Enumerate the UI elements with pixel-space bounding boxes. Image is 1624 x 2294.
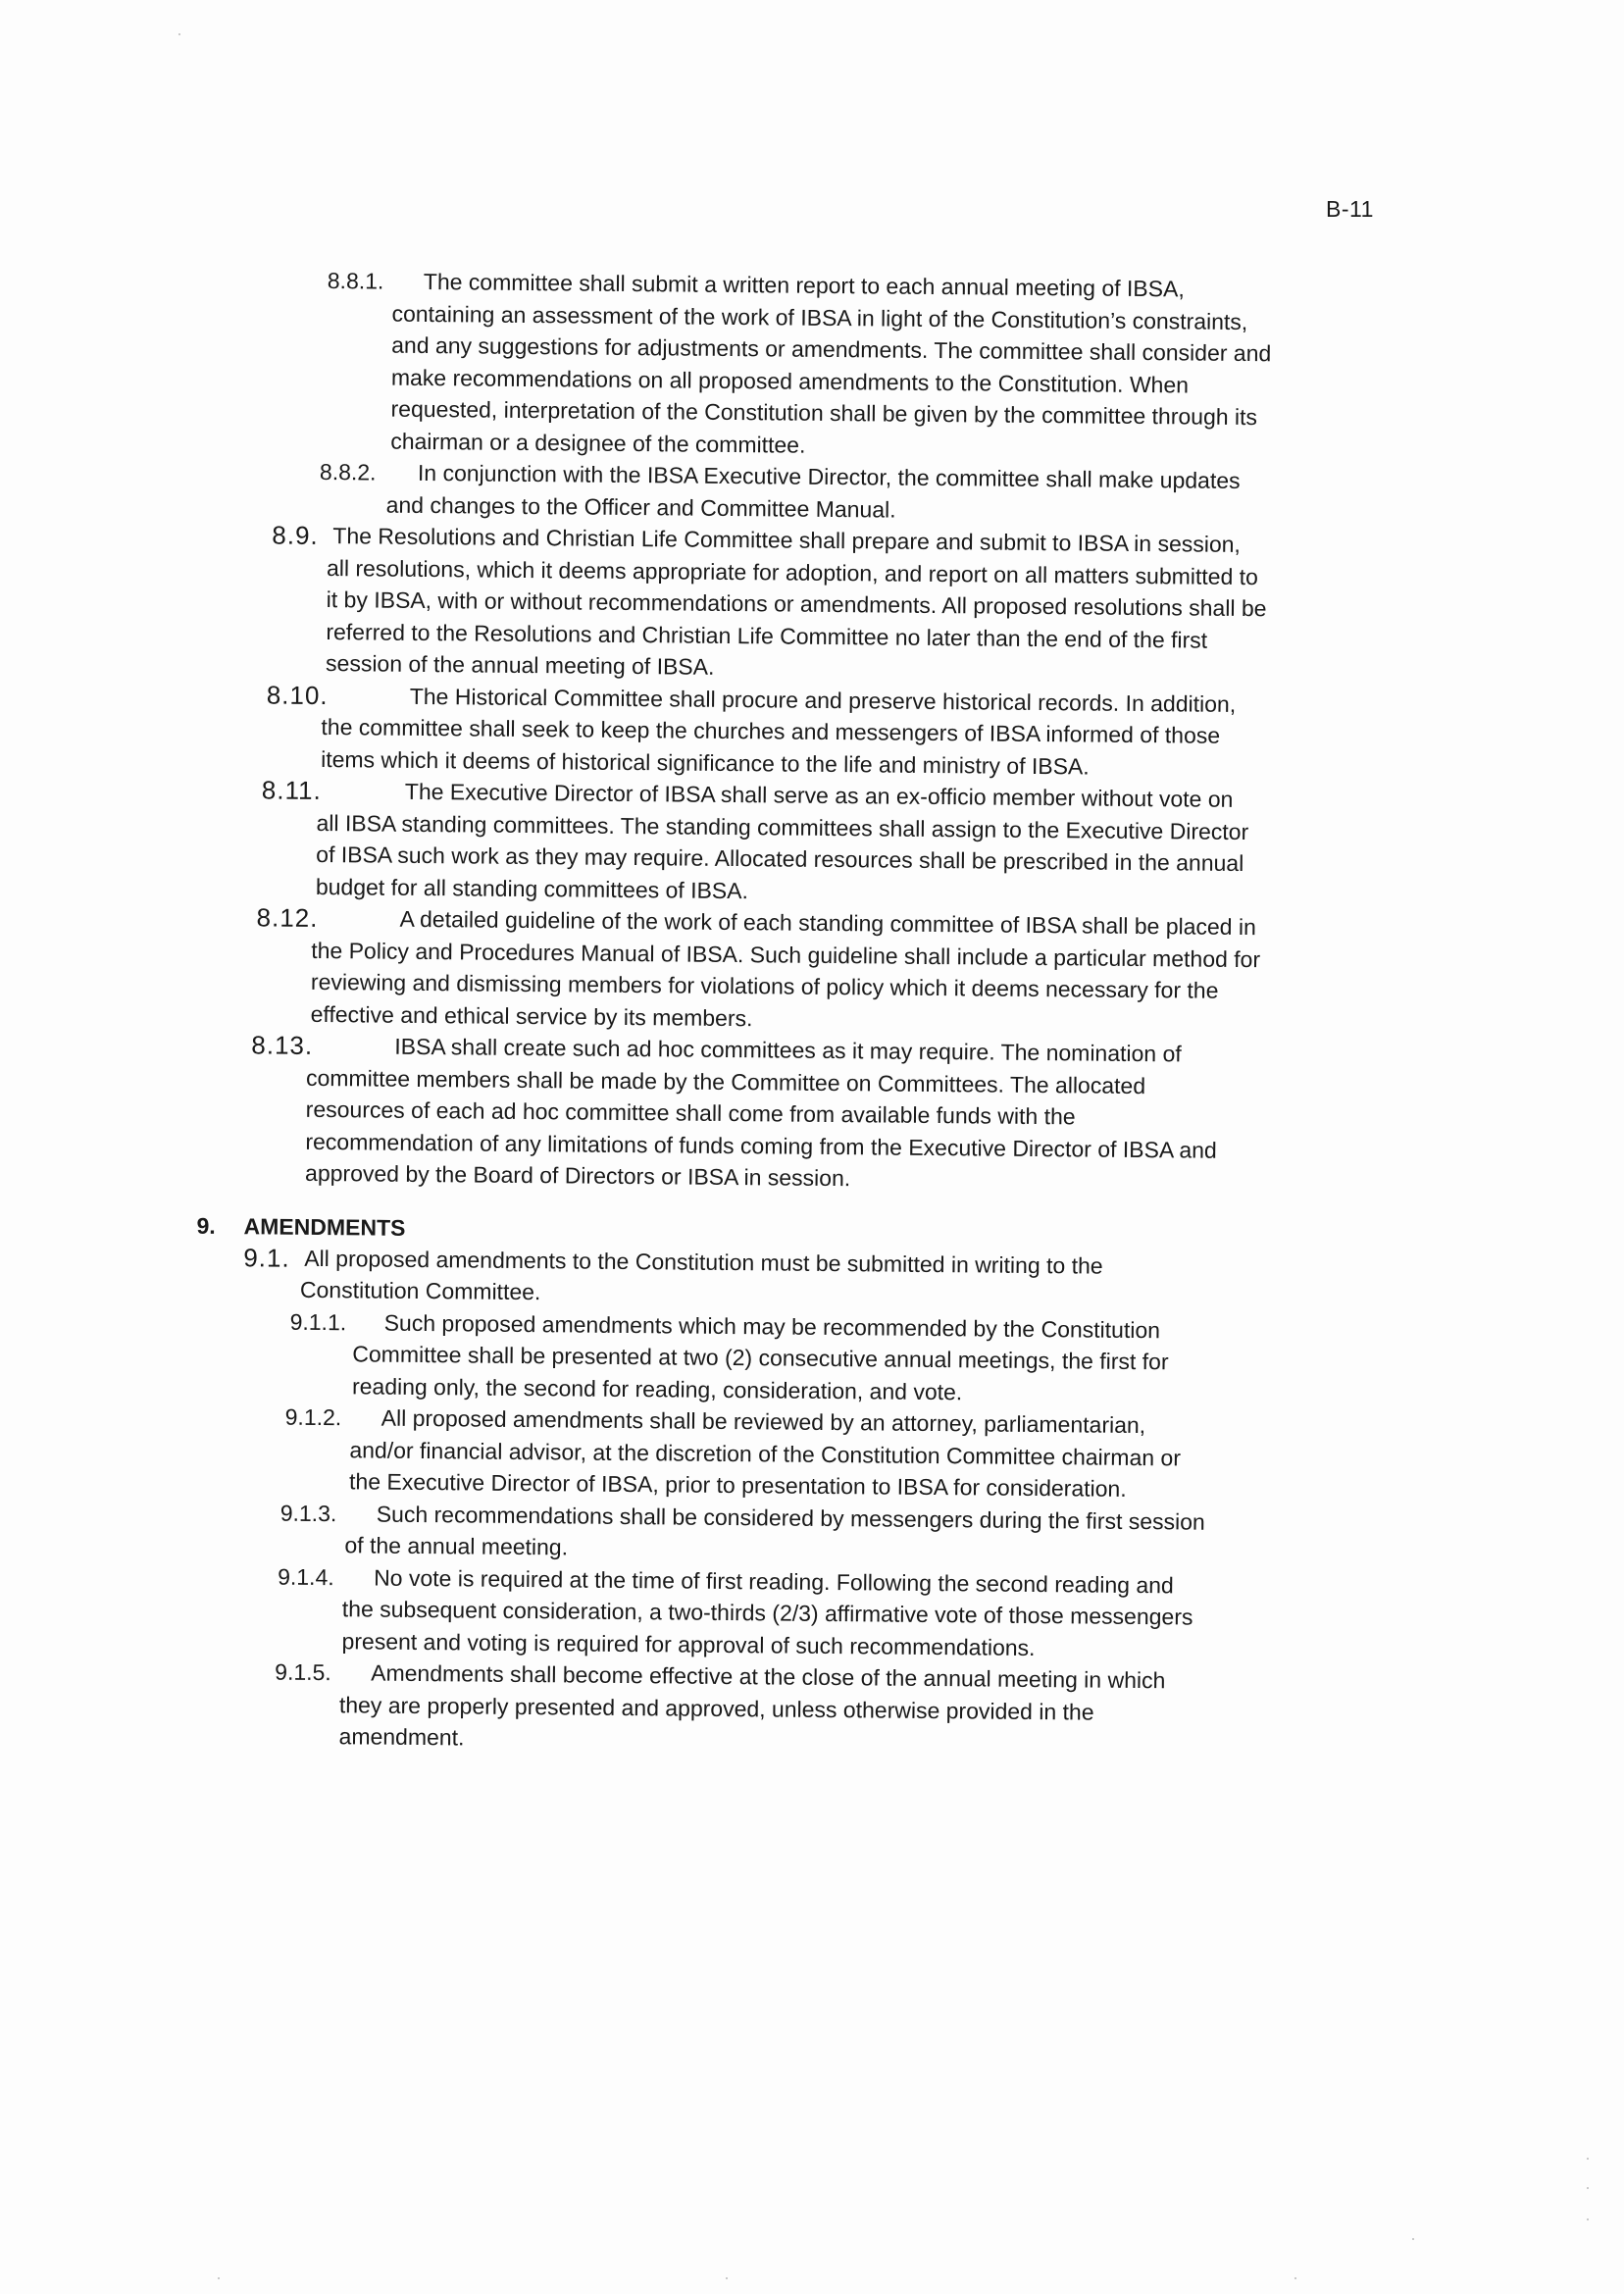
clause-text: Such recommendations shall be considered by messengers during the first session of the annual meeting. (344, 1501, 1205, 1560)
clause-text: A detailed guideline of the work of each standing committee of IBSA shall be placed in the Policy and Procedures Manual of IBSA. Such guideline shall include a particular method for reviewing and dismissing members for violations of policy which it deems necessary for the effective and ethical service by its members. (310, 905, 1261, 1031)
clause-number: 8.8.1. (327, 268, 384, 294)
clause-text: The Resolutions and Christian Life Committee shall prepare and submit to IBSA in session, all resolutions, which it deems appropriate for adoption, and report on all matters submitted to it by IBSA, with or without recommendations or amendments. All proposed resolutions shall be referred to the Resolutions and Christian Life Committee no later than the end of the first session of the annual meeting of IBSA. (325, 523, 1267, 680)
clause-number: 8.12. (256, 902, 319, 933)
scan-speck (1587, 2218, 1589, 2220)
section-number: 9. (196, 1212, 216, 1239)
clause-text: The committee shall submit a written report to each annual meeting of IBSA, containing an assessment of the work of IBSA in light of the Constitution’s constraints, and any suggestions for adjustments or amendments. The committee shall consider and make recommendations on all proposed amendments to the Constitution. When requested, interpretation of the Constitution shall be given by the committee through its chairman or a designee of the committee. (390, 268, 1272, 458)
clause-text: Amendments shall become effective at the close of the annual meeting in which they are properly presented and approved, unless otherwise provided in the amendment. (338, 1659, 1166, 1751)
clause-number: 8.11. (261, 775, 322, 806)
scan-speck (1294, 2277, 1296, 2279)
clause-number: 8.8.2. (319, 458, 377, 485)
scan-speck (1587, 2158, 1589, 2160)
clause-9-1-5 (0, 1654, 1610, 1764)
clause-8-12 (0, 899, 1618, 1043)
clause-number: 9.1.1. (289, 1308, 347, 1335)
clause-number: 9.1.5. (275, 1658, 331, 1686)
clause-8-9 (0, 517, 1621, 691)
clause-9-1-1 (0, 1302, 1614, 1413)
document-body (0, 262, 1624, 1764)
clause-text: The Historical Committee shall procure and preserve historical records. In addition, the committee shall seek to keep the churches and messengers of IBSA informed of those items which it deems of historical significance to the life and ministry of IBSA. (321, 683, 1237, 780)
clause-8-8-1 (0, 262, 1624, 469)
clause-number: 9.1.4. (278, 1563, 334, 1590)
clause-text: The Executive Director of IBSA shall serve as an ex-officio member without vote on all IBSA standing committees. The standing committees shall assign to the Executive Director of IBSA such work as they may require. Allocated resources shall be prescribed in the annual budget for all standing committees of IBSA. (315, 778, 1249, 903)
page-number: B-11 (1326, 196, 1374, 222)
clause-9-1-2 (0, 1399, 1613, 1509)
clause-number: 8.9. (272, 520, 319, 550)
clause-8-10 (0, 676, 1620, 787)
clause-9-1-4 (0, 1557, 1611, 1668)
clause-number: 9.1.3. (279, 1500, 337, 1526)
scan-speck (726, 2277, 728, 2279)
scan-speck (1587, 2187, 1589, 2189)
clause-8-13 (0, 1027, 1616, 1201)
clause-number: 8.10. (266, 679, 329, 710)
clause-number: 9.1.2. (284, 1403, 342, 1431)
scan-speck (1412, 2238, 1414, 2240)
scan-speck (218, 2277, 220, 2279)
clause-text: In conjunction with the IBSA Executive Director, the committee shall make updates and changes to the Officer and Committee Manual. (385, 459, 1241, 523)
clause-text: All proposed amendments shall be reviewed by an attorney, parliamentarian, and/or financial advisor, at the discretion of the Constitution Committee chairman or the Executive Director of IBSA, prior to presentation to IBSA for consideration. (348, 1404, 1182, 1502)
scan-speck (178, 33, 180, 35)
clause-text: Such proposed amendments which may be recommended by the Constitution Committee shall be presented at two (2) consecutive annual meetings, the first for reading only, the second for reading, consideration, and vote. (351, 1309, 1169, 1404)
clause-text: No vote is required at the time of first reading. Following the second reading and the subsequent consideration, a two-thirds (2/3) affirmative vote of those messengers present and voting is required for approval of such recommendations. (341, 1564, 1193, 1660)
clause-text: IBSA shall create such ad hoc committees as it may require. The nomination of committee members shall be made by the Committee on Committees. The allocated resources of each ad hoc committee shall come from available funds with the recommendation of any limitations of funds coming from the Executive Director of IBSA and approved by the Board of Directors or IBSA in session. (304, 1033, 1217, 1192)
clause-number: 8.13. (251, 1030, 314, 1060)
clause-text: All proposed amendments to the Constitution must be submitted in writing to the Constitution Committee. (299, 1245, 1103, 1305)
clause-number: 9.1. (243, 1242, 290, 1273)
section-title: AMENDMENTS (243, 1212, 406, 1241)
clause-8-11 (0, 772, 1619, 915)
